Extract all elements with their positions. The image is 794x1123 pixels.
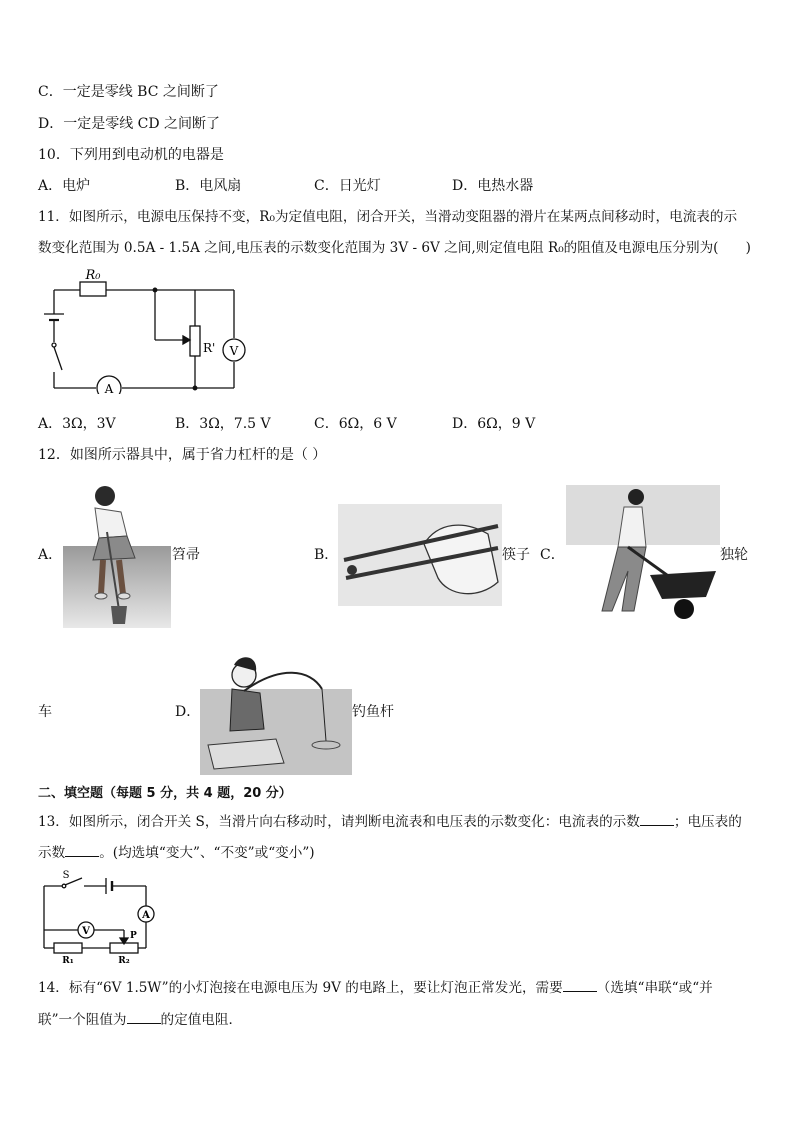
q12-b-chopsticks-image	[338, 504, 502, 606]
q12-c-name-1: 独轮	[720, 547, 748, 563]
q12-stem: 12．如图所示器具中，属于省力杠杆的是（ ）	[38, 447, 327, 463]
q13-line1	[38, 811, 742, 832]
q11-option-a: A．3Ω，3V	[38, 416, 116, 432]
q13-r1-label: R₁	[62, 956, 74, 964]
q13-voltmeter-label: V	[82, 926, 90, 937]
q12-a-label: A．	[38, 547, 63, 563]
q12-c-name-2: 车	[38, 704, 52, 720]
q11-option-c: C．6Ω，6 V	[314, 416, 397, 432]
q10-option-b: B．电风扇	[175, 178, 242, 194]
q14-line1	[38, 977, 713, 998]
q11-ammeter-label: A	[104, 382, 114, 394]
q10-option-c: C．日光灯	[314, 178, 381, 194]
q13-line2	[38, 842, 315, 863]
q13-line1-text-a: 13．如图所示，闭合开关 S，当滑片向右移动时，请判断电流表和电压表的示数变化：电流表的示数	[38, 814, 640, 830]
q14-resistance-blank[interactable]	[127, 1009, 161, 1024]
q11-circuit-diagram	[40, 262, 250, 394]
q12-c-wheelbarrow-image	[566, 485, 720, 621]
q14-line2	[38, 1009, 242, 1030]
q12-d-fishing-rod-image	[200, 645, 352, 775]
q11-r0-label: R₀	[85, 268, 101, 283]
q11-option-d: D．6Ω，9 V	[452, 416, 536, 432]
q14-line2-text-b: 的定值电阻．	[160, 1012, 243, 1028]
q11-rp-label: R'	[203, 341, 216, 355]
q10-option-a: A．电炉	[38, 178, 91, 194]
q13-ammeter-label: A	[142, 910, 150, 921]
q12-b-name: 筷子	[502, 547, 530, 563]
section2-heading: 二、填空题（每题 5 分，共 4 题，20 分）	[38, 786, 292, 801]
q12-d-name: 钓鱼杆	[352, 704, 394, 720]
q11-stem-line2: 数变化范围为 0.5A - 1.5A 之间,电压表的示数变化范围为 3V - 6V 之间,则定值电阻 R₀的阻值及电源电压分别为( )	[38, 240, 751, 256]
q9-option-c: C．一定是零线 BC 之间断了	[38, 84, 219, 100]
q14-connection-blank[interactable]	[563, 977, 597, 992]
q11-option-b: B．3Ω，7.5 V	[175, 416, 271, 432]
q13-slider-label: P	[130, 931, 137, 941]
q12-b-label: B．	[314, 547, 339, 563]
q13-line1-text-b: ；电压表的	[673, 814, 742, 830]
q11-stem-line1: 11．如图所示，电源电压保持不变，R₀为定值电阻，闭合开关，当滑动变阻器的滑片在某两点间移动时，电流表的示	[38, 209, 738, 225]
q12-a-name: 笤帚	[172, 547, 200, 563]
q14-line1-text-b: （选填“串联“或“并	[596, 980, 713, 996]
q9-option-d: D．一定是零线 CD 之间断了	[38, 116, 221, 132]
q10-stem: 10．下列用到电动机的电器是	[38, 147, 224, 163]
q13-switch-label: S	[62, 870, 70, 881]
q13-line2-text-a: 示数	[38, 845, 66, 861]
q13-r2-label: R₂	[118, 956, 130, 964]
q10-option-d: D．电热水器	[452, 178, 534, 194]
q13-line2-text-b: 。(均选填“变大”、“不变”或“变小”)	[99, 845, 315, 861]
q12-c-label: C．	[540, 547, 565, 563]
q14-line1-text-a: 14．标有“6V 1.5W”的小灯泡接在电源电压为 9V 的电路上，要让灯泡正常发光，需要	[38, 980, 563, 996]
q12-d-label: D．	[175, 704, 201, 720]
q12-a-broom-image	[63, 482, 171, 628]
q14-line2-text-a: 联”一个阻值为	[38, 1012, 127, 1028]
q13-circuit-diagram	[38, 868, 162, 964]
q11-voltmeter-label: V	[229, 344, 239, 358]
q13-voltmeter-blank[interactable]	[65, 842, 99, 857]
q13-ammeter-blank[interactable]	[640, 811, 674, 826]
